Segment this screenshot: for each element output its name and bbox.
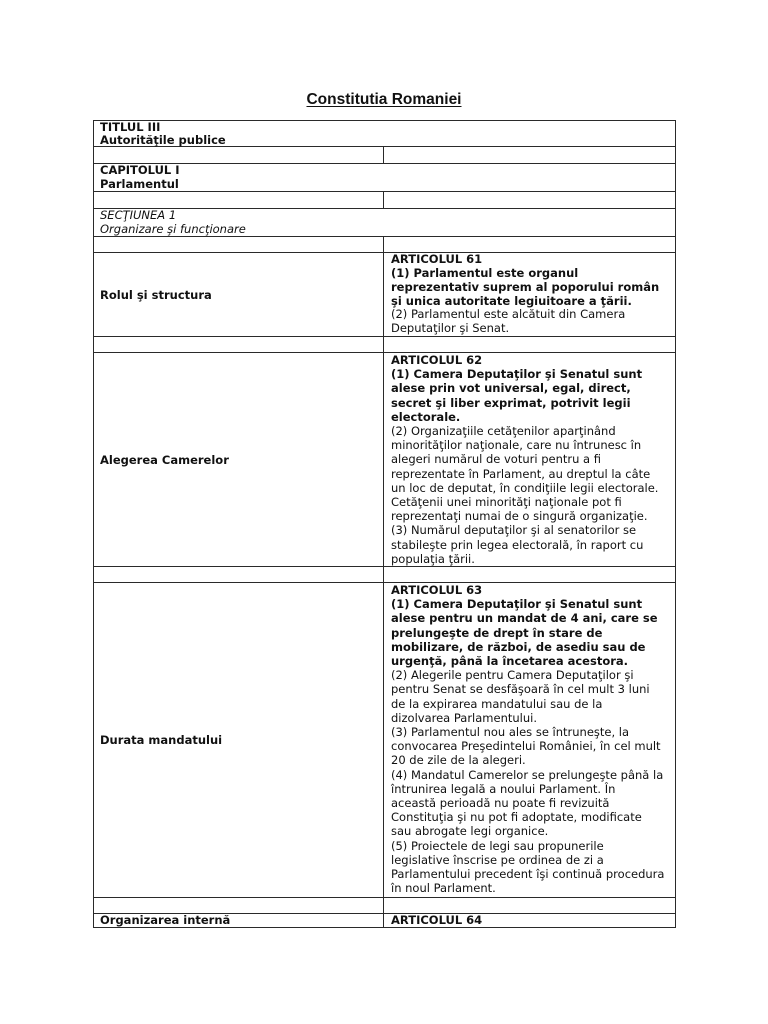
titlul-cell [94, 121, 675, 146]
article-text-cell [384, 253, 675, 336]
article-line: stabileşte prin legea electorală, în raport cu [391, 537, 644, 552]
article-subject-cell [94, 583, 384, 897]
article-line: şi unica autoritate legiuitoare a ţării. [391, 293, 632, 308]
spacer-row [93, 337, 676, 353]
article-line: Deputaţilor şi Senat. [391, 321, 510, 336]
article-line: legislative înscrise pe ordinea de zi a [391, 852, 604, 867]
empty-cell [94, 567, 384, 582]
article-line: prelungeşte de drept în stare de [391, 625, 603, 640]
article-row [93, 253, 676, 337]
article-line: (1) Camera Deputaţilor şi Senatul sunt [391, 367, 643, 382]
article-line: de la expirarea mandatului sau de la [391, 696, 603, 711]
spacer-row [93, 237, 676, 253]
article-line: (2) Parlamentul este alcătuit din Camera [391, 307, 626, 322]
article-subject: Durata mandatului [100, 733, 223, 747]
article-text-cell [384, 583, 675, 897]
article-line: convocarea Preşedintelui României, în cel mult [391, 739, 661, 754]
document-title [0, 90, 768, 109]
article-line: alegeri numărul de voturi pentru a fi [391, 452, 602, 467]
empty-cell [384, 898, 675, 913]
capitolul-label: CAPITOLUL I [100, 163, 180, 177]
article-line: (1) Camera Deputaţilor şi Senatul sunt [391, 597, 643, 612]
empty-cell [94, 147, 384, 163]
empty-cell [94, 337, 384, 352]
article-heading: ARTICOLUL 62 [391, 353, 483, 367]
spacer-row [93, 567, 676, 583]
article-line: alese prin vot universal, egal, direct, [391, 381, 631, 396]
article-heading: ARTICOLUL 64 [391, 913, 483, 927]
article-line: (3) Parlamentul nou ales se întruneşte, la [391, 725, 630, 740]
sectiunea-cell [94, 209, 675, 236]
article-line: Constituţia şi nu pot fi adoptate, modificate [391, 810, 642, 825]
article-line: întrunirea legală a noului Parlament. În [391, 781, 616, 796]
empty-cell [94, 898, 384, 913]
article-line: (1) Parlamentul este organul [391, 265, 579, 280]
article-line: mobilizare, de război, de asediu sau de [391, 639, 646, 654]
empty-cell [384, 192, 675, 208]
article-subject-cell [94, 353, 384, 566]
spacer-row [93, 898, 676, 914]
capitolul-name: Parlamentul [100, 176, 179, 191]
empty-cell [384, 147, 675, 163]
article-subject-cell [94, 914, 384, 927]
article-line: sau abrogate legi organice. [391, 824, 549, 839]
titlul-name: Autorităţile publice [100, 132, 226, 147]
article-line: în noul Parlament. [391, 881, 496, 896]
capitolul-row [93, 164, 676, 192]
article-subject: Rolul şi structura [100, 287, 212, 302]
article-subject-cell [94, 253, 384, 336]
article-heading: ARTICOLUL 61 [391, 252, 483, 266]
sectiunea-label: SECŢIUNEA 1 [100, 208, 177, 222]
sectiunea-row [93, 209, 676, 237]
article-subject: Alegerea Camerelor [100, 452, 229, 467]
article-line: (2) Organizaţiile cetăţenilor aparţinând [391, 424, 616, 439]
article-line: 20 de zile de la alegeri. [391, 753, 526, 768]
article-line: această perioadă nu poate fi revizuită [391, 796, 610, 811]
article-line: secret şi liber exprimat, potrivit legii [391, 395, 631, 410]
article-line: alese pentru un mandat de 4 ani, care se [391, 611, 658, 626]
article-line: reprezentaţi numai de o singură organizaţie. [391, 509, 648, 524]
article-line: Parlamentului precedent îşi continuă procedura [391, 867, 665, 882]
article-line: un loc de deputat, în condiţiile legii electorale. [391, 480, 659, 495]
article-text-cell [384, 914, 675, 927]
capitolul-cell [94, 164, 675, 191]
article-row [93, 353, 676, 567]
article-line: (5) Proiectele de legi sau propunerile [391, 838, 604, 853]
sectiunea-name: Organizare şi funcţionare [100, 221, 246, 236]
empty-cell [94, 237, 384, 252]
empty-cell [384, 237, 675, 252]
spacer-row [93, 147, 676, 164]
article-subject: Organizarea internă [100, 913, 231, 927]
article-line: (2) Alegerile pentru Camera Deputaţilor şi [391, 668, 634, 683]
article-row [93, 583, 676, 898]
article-line: pentru Senat se desfăşoară în cel mult 3 luni [391, 682, 650, 697]
document-title-text: Constitutia Romaniei [306, 91, 462, 108]
article-line: (4) Mandatul Camerelor se prelungeşte până la [391, 767, 664, 782]
article-heading: ARTICOLUL 63 [391, 583, 483, 597]
spacer-row [93, 192, 676, 209]
article-line: (3) Numărul deputaţilor şi al senatorilor se [391, 523, 637, 538]
article-line: reprezentativ suprem al poporului român [391, 279, 660, 294]
article-line: populaţia ţării. [391, 551, 475, 566]
article-line: reprezentate în Parlament, au dreptul la câte [391, 466, 651, 481]
article-text-cell [384, 353, 675, 566]
article-row [93, 914, 676, 928]
article-line: electorale. [391, 409, 461, 424]
titlul-label: TITLUL III [100, 120, 161, 134]
empty-cell [384, 567, 675, 582]
titlul-row [93, 120, 676, 147]
article-line: urgenţă, până la încetarea acestora. [391, 654, 629, 669]
empty-cell [94, 192, 384, 208]
article-line: Cetăţenii unei minorităţi naţionale pot fi [391, 495, 622, 510]
article-line: dizolvarea Parlamentului. [391, 710, 538, 725]
empty-cell [384, 337, 675, 352]
article-line: minorităţilor naţionale, care nu întrunesc în [391, 438, 642, 453]
